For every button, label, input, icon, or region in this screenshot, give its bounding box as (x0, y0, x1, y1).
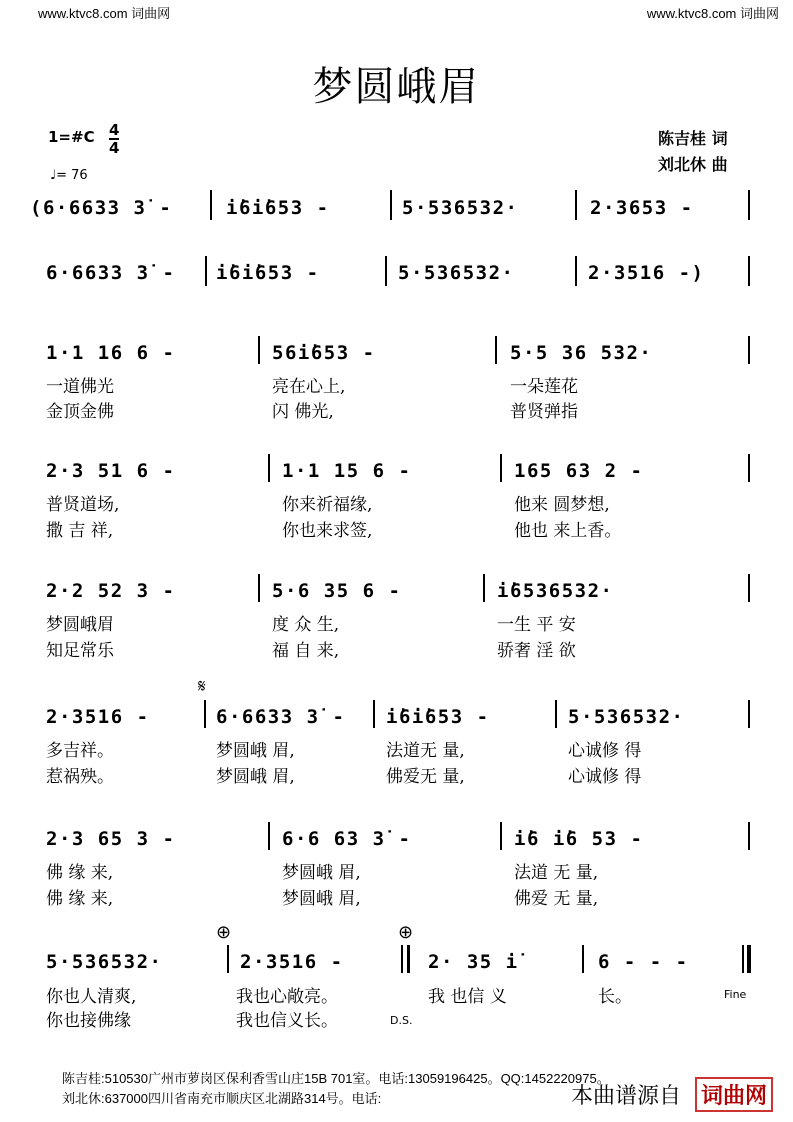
barline (268, 454, 270, 482)
measure: 6·6633 3̇ - (46, 262, 176, 284)
measure: 1·1 15 6 - (282, 460, 412, 482)
lyric: 我也信义长。 (236, 1011, 338, 1031)
lyric: 梦圆峨 眉, (216, 767, 295, 787)
lyric: 长。 (598, 987, 632, 1007)
ds-marking: D.S. (390, 1014, 413, 1027)
lyric: 撒 吉 祥, (46, 521, 114, 541)
barline (555, 700, 557, 728)
barline (258, 574, 260, 602)
measure: 5·536532· (46, 951, 163, 973)
measure: 2·3653 - (590, 197, 694, 219)
lyric: 一道佛光 (46, 377, 114, 397)
measure: 165 63 2 - (514, 460, 644, 482)
measure: 6·6633 3̇ - (216, 706, 346, 728)
barline (748, 700, 750, 728)
lyric: 佛爱 无 量, (514, 889, 599, 909)
measure: i̇6i̇653 - (226, 197, 330, 219)
barline (748, 454, 750, 482)
measure: 5·536532· (402, 197, 519, 219)
footer-contact-composer: 刘北休:637000四川省南充市顺庆区北湖路314号。电话: (62, 1091, 382, 1106)
lyric: 法道 无 量, (514, 863, 599, 883)
lyric: 梦圆峨 眉, (282, 889, 361, 909)
tempo-marking: ♩= 76 (50, 168, 88, 183)
measure: 2·3 65 3 - (46, 828, 176, 850)
measure: 56i̇653 - (272, 342, 376, 364)
barline (500, 454, 502, 482)
lyric: 度 众 生, (272, 615, 340, 635)
barline (575, 256, 577, 286)
lyric: 你也来求签, (282, 521, 373, 541)
lyric: 知足常乐 (46, 641, 114, 661)
barline (390, 190, 392, 220)
lyric: 福 自 来, (272, 641, 340, 661)
time-signature-top: 4 (109, 121, 120, 139)
measure: i̇6536532· (497, 580, 614, 602)
lyric: 梦圆峨 眉, (282, 863, 361, 883)
lyric: 梦圆峨眉 (46, 615, 114, 635)
measure: i̇6 i̇6 53 - (514, 828, 644, 850)
coda-icon: ⊕ (398, 922, 414, 943)
lyric: 佛 缘 来, (46, 889, 114, 909)
measure: i̇6i̇653 - (386, 706, 490, 728)
lyric: 我也心敞亮。 (236, 987, 338, 1007)
measure: 5·536532· (398, 262, 515, 284)
measure: 2·3 51 6 - (46, 460, 176, 482)
barline (205, 256, 207, 286)
measure: (6·6633 3̇ - (30, 197, 173, 219)
measure: 5·536532· (568, 706, 685, 728)
barline (495, 336, 497, 364)
barline (500, 822, 502, 850)
lyric: 我 也信 义 (428, 987, 507, 1007)
segno-icon: 𝄋 (198, 676, 206, 697)
lyric: 他来 圆梦想, (514, 495, 610, 515)
watermark-right: www.ktvc8.com 词曲网 (646, 6, 779, 21)
measure: 1·1 16 6 - (46, 342, 176, 364)
measure: 2·3516 -) (588, 262, 705, 284)
measure: 2· 35 i̇ (428, 951, 519, 973)
lyric: 你也人清爽, (46, 987, 137, 1007)
composer-credit: 刘北休 曲 (658, 155, 728, 174)
lyric: 梦圆峨 眉, (216, 741, 295, 761)
lyric: 你也接佛缘 (46, 1011, 131, 1031)
barline (748, 574, 750, 602)
barline (385, 256, 387, 286)
lyric: 佛 缘 来, (46, 863, 114, 883)
time-signature (109, 122, 119, 156)
coda-icon: ⊕ (216, 922, 232, 943)
measure: i̇6i̇653 - (216, 262, 320, 284)
barline (748, 190, 750, 220)
repeat-barline-thick (407, 945, 410, 973)
site-logo[interactable]: 词曲网 (695, 1077, 773, 1112)
footer-contact-lyricist: 陈吉桂:510530广州市萝岗区保利香雪山庄15B 701室。电话:13059196425。QQ:1452220975。 (62, 1071, 610, 1086)
lyric: 一朵莲花 (510, 377, 578, 397)
lyricist-credit: 陈吉桂 词 (658, 129, 728, 148)
lyric: 金顶金佛 (46, 402, 114, 422)
source-label: 本曲谱源自 (570, 1084, 681, 1109)
lyric: 法道无 量, (386, 741, 465, 761)
lyric: 一生 平 安 (497, 615, 576, 635)
repeat-barline (401, 945, 403, 973)
lyric: 心诚修 得 (568, 767, 642, 787)
lyric: 心诚修 得 (568, 741, 642, 761)
time-signature-bottom: 4 (109, 139, 120, 157)
song-title: 梦圆峨眉 (312, 64, 481, 110)
lyric: 亮在心上, (272, 377, 346, 397)
final-barline-thick (747, 945, 751, 973)
lyric: 骄奢 淫 欲 (497, 641, 576, 661)
measure: 5·6 35 6 - (272, 580, 402, 602)
lyric: 普贤弹指 (510, 402, 578, 422)
barline (204, 700, 206, 728)
measure: 6 - - - (598, 951, 689, 973)
barline (373, 700, 375, 728)
barline (227, 945, 229, 973)
fine-marking: Fine (724, 988, 747, 1001)
watermark-left: www.ktvc8.com 词曲网 (38, 6, 171, 21)
lyric: 普贤道场, (46, 495, 120, 515)
barline (748, 256, 750, 286)
barline (210, 190, 212, 220)
measure: 2·3516 - (46, 706, 150, 728)
barline (483, 574, 485, 602)
barline (748, 822, 750, 850)
measure: 2·3516 - (240, 951, 344, 973)
lyric: 闪 佛光, (272, 402, 334, 422)
barline (748, 336, 750, 364)
lyric: 他也 来上香。 (514, 521, 622, 541)
barline (268, 822, 270, 850)
lyric: 惹祸殃。 (46, 767, 114, 787)
final-barline (742, 945, 744, 973)
measure: 6·6 63 3̇ - (282, 828, 412, 850)
barline (258, 336, 260, 364)
key-signature: 1=#C (48, 128, 95, 146)
barline (582, 945, 584, 973)
lyric: 你来祈福缘, (282, 495, 373, 515)
measure: 5·5 36 532· (510, 342, 653, 364)
measure: 2·2 52 3 - (46, 580, 176, 602)
lyric: 多吉祥。 (46, 741, 114, 761)
barline (575, 190, 577, 220)
lyric: 佛爱无 量, (386, 767, 465, 787)
